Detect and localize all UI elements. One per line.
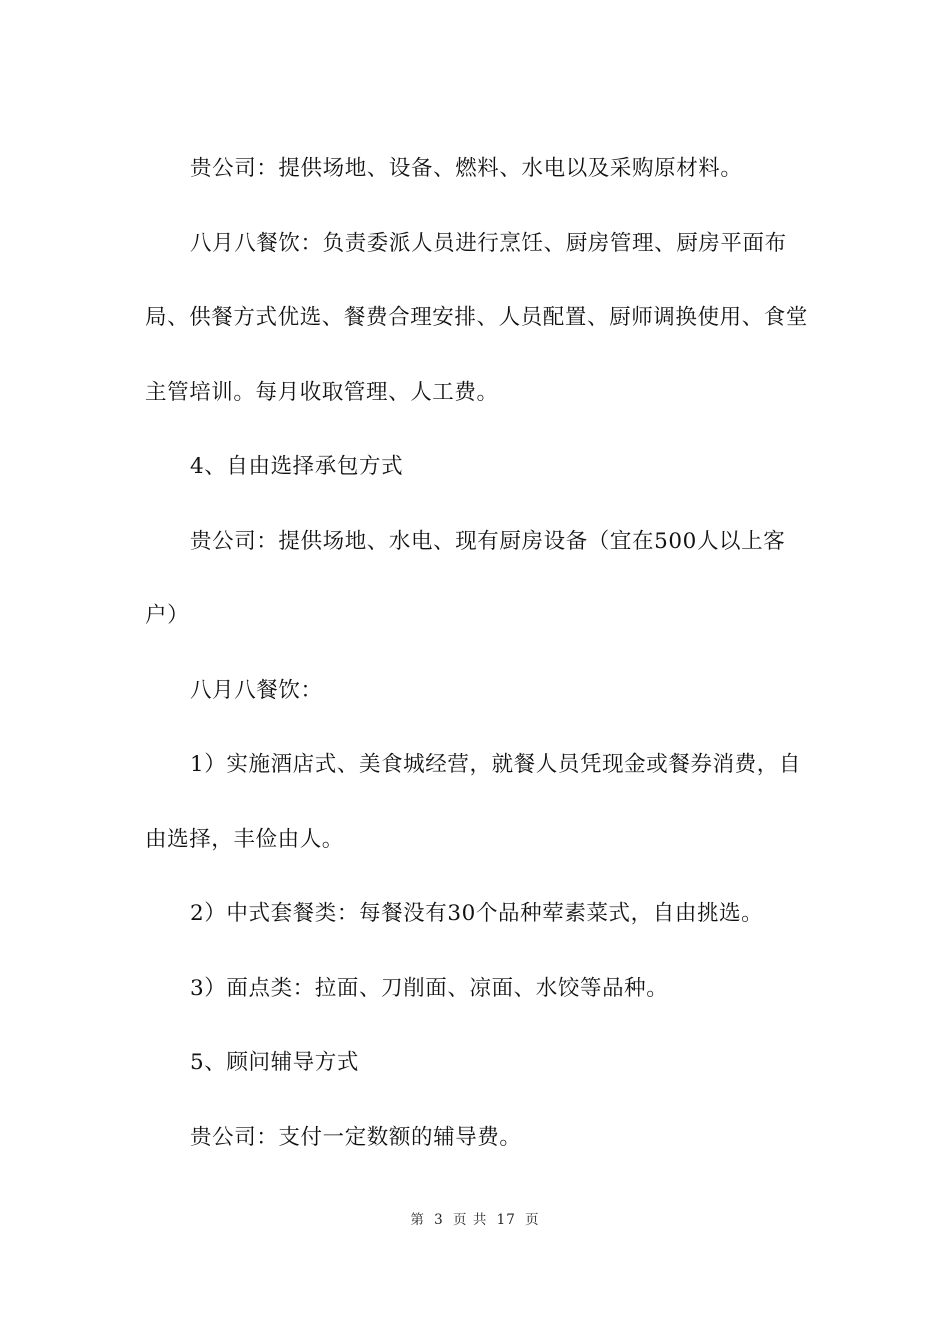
footer-current-page: 3	[434, 1212, 444, 1228]
list-item: 2）中式套餐类：每餐没有30个品种荤素菜式，自由挑选。	[190, 901, 764, 926]
paragraph: 贵公司：提供场地、设备、燃料、水电以及采购原材料。	[190, 156, 743, 181]
footer-suffix: 页	[525, 1212, 540, 1228]
paragraph: 贵公司：支付一定数额的辅导费。	[190, 1124, 522, 1150]
paragraph: 八月八餐饮：	[190, 677, 323, 703]
page-footer	[0, 1208, 950, 1228]
footer-middle: 页 共	[453, 1212, 488, 1228]
footer-prefix: 第	[410, 1212, 425, 1228]
paragraph: 贵公司：提供场地、水电、现有厨房设备（宜在500人以上客户）	[145, 528, 786, 628]
section-heading: 4、自由选择承包方式	[190, 454, 404, 479]
list-item: 3）面点类：拉面、刀削面、凉面、水饺等品种。	[190, 975, 669, 1001]
section-heading: 5、顾问辅导方式	[190, 1050, 359, 1075]
list-item: 1）实施酒店式、美食城经营，就餐人员凭现金或餐券消费，自由选择，丰俭由人。	[145, 752, 801, 852]
document-body	[145, 132, 810, 1175]
footer-total-pages: 17	[496, 1212, 516, 1228]
paragraph: 八月八餐饮：负责委派人员进行烹饪、厨房管理、厨房平面布局、供餐方式优选、餐费合理安排、人员配置、厨师调换使用、食堂主管培训。每月收取管理、人工费。	[145, 230, 809, 405]
